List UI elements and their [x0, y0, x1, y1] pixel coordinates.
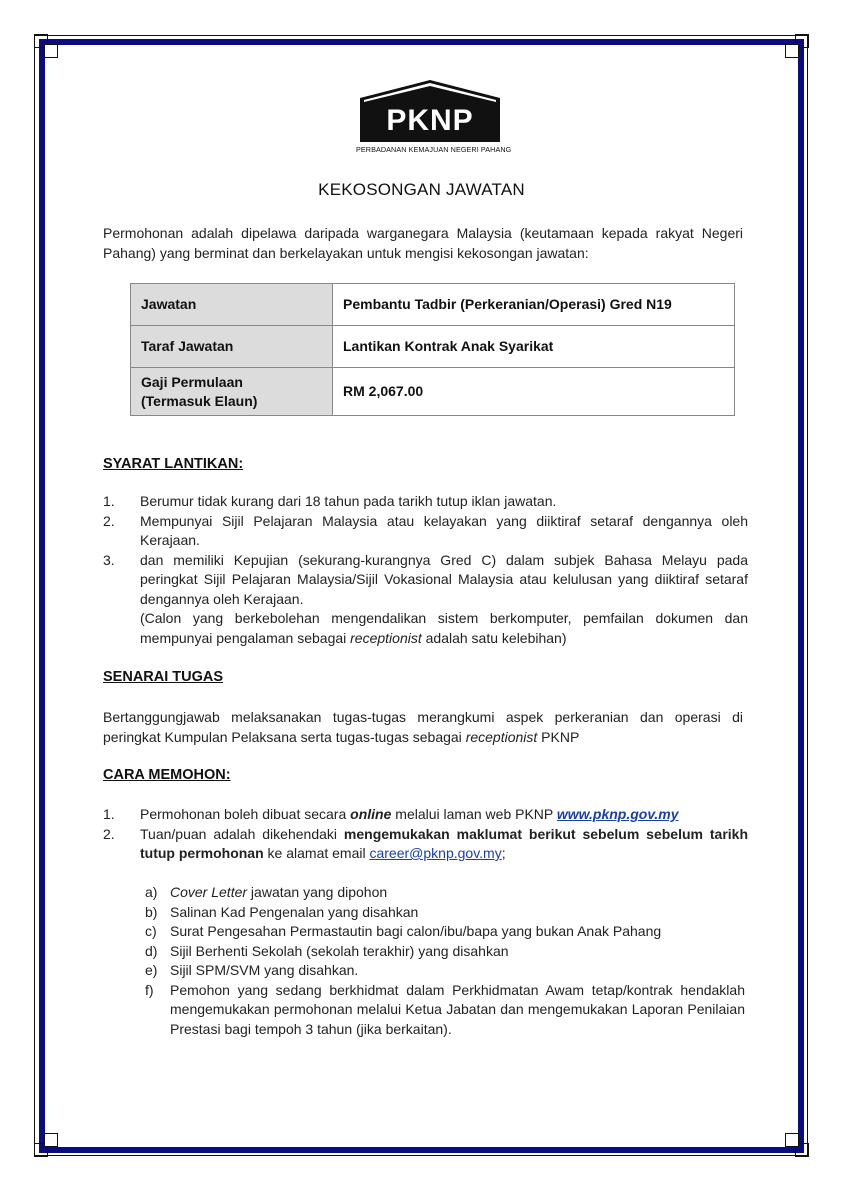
list-item: [145, 903, 745, 923]
list-text: [170, 883, 745, 903]
list-text-main: dan memiliki Kepujian (sekurang-kurangnya Gred C) dalam subjek Bahasa Melayu pada peringkat Sijil Pelajaran Malaysia/Sijil Vokasional Malaysia atau kelulusan yang diiktiraf setaraf dengannya oleh Kerajaan.: [140, 551, 748, 607]
corner-knot-icon: [785, 44, 799, 58]
note-italic: receptionist: [350, 629, 422, 646]
list-letter: c): [145, 923, 157, 939]
italic-text: Cover Letter: [170, 884, 248, 900]
corner-knot-icon: [44, 1133, 58, 1147]
corner-knot-icon: [44, 44, 58, 58]
documents-list: [145, 883, 745, 1039]
table-label: [131, 368, 333, 416]
list-text: Mempunyai Sijil Pelajaran Malaysia atau kelayakan yang diiktiraf setaraf dengannya oleh Kerajaan.: [140, 512, 748, 548]
list-number: 3.: [103, 551, 115, 568]
list-item: [103, 825, 748, 864]
list-number: 1.: [103, 806, 115, 822]
logo-caption: PERBADANAN KEMAJUAN NEGERI PAHANG: [356, 145, 512, 154]
list-text: Salinan Kad Pengenalan yang disahkan: [170, 903, 419, 920]
list-letter: e): [145, 962, 158, 978]
table-row: [131, 368, 735, 416]
list-letter: d): [145, 942, 158, 959]
text: melalui laman web PKNP: [391, 806, 557, 822]
list-text: [140, 825, 748, 864]
list-text: Berumur tidak kurang dari 18 tahun pada tarikh tutup iklan jawatan.: [140, 493, 557, 509]
list-text: Sijil Berhenti Sekolah (sekolah terakhir) yang disahkan: [170, 942, 509, 959]
table-value: Lantikan Kontrak Anak Syarikat: [333, 326, 735, 368]
table-label: Taraf Jawatan: [131, 326, 333, 368]
list-text: [140, 551, 748, 649]
text: Tuan/puan adalah dikehendaki: [140, 825, 344, 842]
tugas-italic: receptionist: [465, 728, 538, 745]
list-item: [103, 551, 748, 649]
list-item: [145, 922, 745, 942]
list-letter: a): [145, 884, 158, 900]
list-text: Sijil SPM/SVM yang disahkan.: [170, 962, 359, 978]
text: ;: [501, 845, 506, 861]
list-number: 2.: [103, 512, 115, 529]
corner-knot-icon: [785, 1133, 799, 1147]
cara-list: [103, 805, 748, 864]
list-number: 1.: [103, 493, 115, 509]
tugas-paragraph: [103, 708, 743, 747]
syarat-heading: SYARAT LANTIKAN:: [103, 456, 244, 472]
table-value: RM 2,067.00: [333, 368, 735, 416]
table-label: Jawatan: [131, 284, 333, 326]
syarat-list: [103, 492, 748, 648]
website-link[interactable]: www.pknp.gov.my: [556, 806, 679, 822]
tugas-text: PKNP: [537, 728, 580, 745]
list-item: [103, 512, 748, 551]
online-emphasis: online: [350, 806, 392, 822]
intro-paragraph: Permohonan adalah dipelawa daripada warganegara Malaysia (keutamaan kepada rakyat Negeri Pahang) yang berminat dan berkelayakan untuk mengisi kekosongan jawatan:: [103, 225, 743, 261]
table-value: Pembantu Tadbir (Perkeranian/Operasi) Gred N19: [333, 284, 735, 326]
page-title: KEKOSONGAN JAWATAN: [318, 180, 525, 199]
note-text: (Calon yang berkebolehan mengendalikan sistem berkomputer, pemfailan dokumen dan mempunyai pengalaman sebagai: [140, 610, 748, 646]
list-item: [145, 961, 745, 981]
job-info-table: [130, 283, 735, 416]
list-text: [140, 805, 748, 825]
text: Permohonan boleh dibuat secara: [140, 806, 351, 822]
logo-mark: PKNP: [386, 104, 474, 137]
list-letter: f): [145, 981, 154, 998]
tugas-text: Bertanggungjawab melaksanakan tugas-tugas merangkumi aspek perkeranian dan operasi di peringkat Kumpulan Pelaksana serta tugas-tugas sebagai: [103, 709, 743, 745]
list-text: Pemohon yang sedang berkhidmat dalam Perkhidmatan Awam tetap/kontrak hendaklah mengemukakan permohonan melalui Ketua Jabatan dan mengemukakan Laporan Penilaian Prestasi bagi tempoh 3 tahun (jika berkaitan).: [170, 981, 745, 1037]
list-item: [103, 805, 748, 825]
list-text: Surat Pengesahan Permastautin bagi calon/ibu/bapa yang bukan Anak Pahang: [170, 923, 662, 939]
bold-text: mengemukakan maklumat berikut sebelum sebelum tarikh tutup permohonan: [140, 825, 749, 861]
table-row: [131, 326, 735, 368]
text: jawatan yang dipohon: [247, 884, 388, 900]
list-number: 2.: [103, 825, 115, 842]
list-item: [145, 883, 745, 903]
list-item: [145, 942, 745, 962]
table-label-line: Gaji Permulaan: [141, 373, 243, 390]
tugas-heading: SENARAI TUGAS: [103, 669, 224, 685]
list-item: [145, 981, 745, 1040]
text: ke alamat email: [263, 845, 370, 861]
list-letter: b): [145, 903, 158, 920]
list-item: [103, 492, 748, 512]
note-text: adalah satu kelebihan): [421, 629, 567, 646]
table-label-line: (Termasuk Elaun): [141, 392, 258, 409]
email-link[interactable]: career@pknp.gov.my: [369, 845, 502, 861]
cara-heading: CARA MEMOHON:: [103, 767, 231, 783]
table-row: [131, 284, 735, 326]
